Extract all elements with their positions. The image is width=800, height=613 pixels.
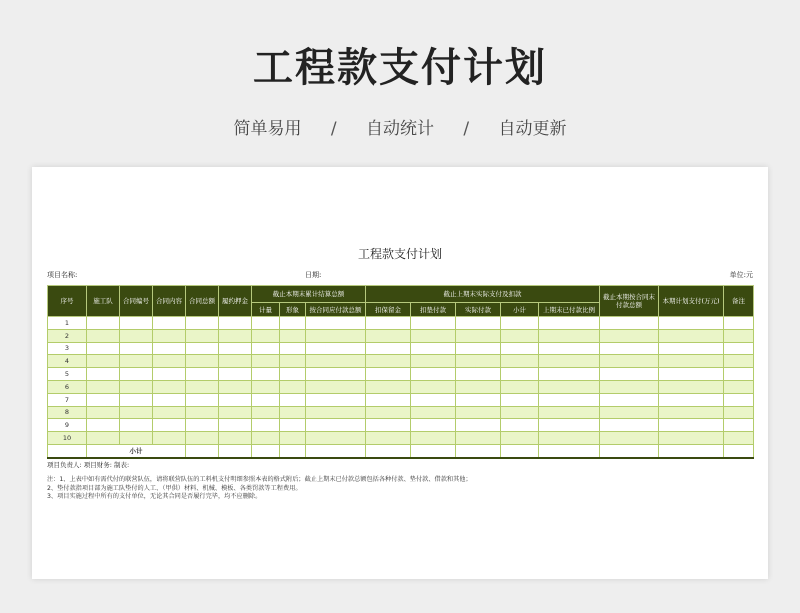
table-cell[interactable]: [411, 355, 456, 368]
table-cell[interactable]: [252, 342, 280, 355]
table-cell[interactable]: [659, 329, 724, 342]
table-cell[interactable]: [659, 317, 724, 330]
row-seq-cell: 4: [48, 355, 87, 368]
table-cell[interactable]: [456, 380, 501, 393]
table-cell[interactable]: [87, 342, 120, 355]
table-cell[interactable]: [600, 419, 659, 432]
subtotal-cell: [186, 444, 219, 457]
table-cell[interactable]: [366, 329, 411, 342]
table-cell[interactable]: [219, 380, 252, 393]
table-row: [48, 368, 754, 381]
table-cell[interactable]: [280, 406, 306, 419]
table-cell[interactable]: [724, 329, 754, 342]
table-cell[interactable]: [280, 419, 306, 432]
table-cell[interactable]: [186, 380, 219, 393]
header-remark: 备注: [724, 286, 754, 317]
table-cell[interactable]: [600, 432, 659, 445]
table-row: [48, 380, 754, 393]
table-cell[interactable]: [153, 406, 186, 419]
subtotal-cell: [366, 444, 411, 457]
header-subtotal: 小计: [501, 303, 539, 317]
header-contract-no: 合同编号: [120, 286, 153, 317]
table-cell[interactable]: [659, 393, 724, 406]
table-cell[interactable]: [366, 368, 411, 381]
table-cell[interactable]: [87, 406, 120, 419]
table-cell[interactable]: [120, 368, 153, 381]
table-cell[interactable]: [280, 368, 306, 381]
table-cell[interactable]: [280, 329, 306, 342]
table-cell[interactable]: [659, 342, 724, 355]
table-cell[interactable]: [456, 393, 501, 406]
table-row: [48, 432, 754, 445]
subtotal-cell: [659, 444, 724, 457]
table-cell[interactable]: [219, 317, 252, 330]
table-row: [48, 317, 754, 330]
subtotal-label: 小计: [87, 444, 186, 457]
notes-block: [47, 476, 472, 502]
table-cell[interactable]: [153, 329, 186, 342]
table-cell[interactable]: [411, 432, 456, 445]
table-cell[interactable]: [456, 342, 501, 355]
row-seq-cell: 9: [48, 419, 87, 432]
table-cell[interactable]: [659, 355, 724, 368]
table-cell[interactable]: [120, 355, 153, 368]
tag-auto-update: 自动更新: [498, 119, 567, 139]
table-cell[interactable]: [306, 355, 366, 368]
table-row: [48, 419, 754, 432]
row-seq-cell: 5: [48, 368, 87, 381]
table-cell[interactable]: [219, 393, 252, 406]
tag-separator: /: [330, 119, 337, 139]
table-cell[interactable]: [456, 355, 501, 368]
header-retention: 扣保留金: [366, 303, 411, 317]
row-seq-cell: 1: [48, 317, 87, 330]
table-cell[interactable]: [600, 393, 659, 406]
subtotal-cell: [306, 444, 366, 457]
table-cell[interactable]: [120, 393, 153, 406]
table-cell[interactable]: [724, 393, 754, 406]
document-title: 工程款支付计划: [357, 247, 442, 261]
table-cell[interactable]: [186, 432, 219, 445]
table-cell[interactable]: [539, 355, 600, 368]
table-cell[interactable]: [120, 406, 153, 419]
table-row: [48, 329, 754, 342]
table-cell[interactable]: [87, 393, 120, 406]
table-cell[interactable]: [366, 342, 411, 355]
table-cell[interactable]: [252, 393, 280, 406]
table-cell[interactable]: [252, 329, 280, 342]
payment-plan-table: [47, 285, 754, 459]
table-row: [48, 342, 754, 355]
table-cell[interactable]: [724, 380, 754, 393]
table-cell[interactable]: [366, 419, 411, 432]
table-cell[interactable]: [724, 419, 754, 432]
table-cell[interactable]: [252, 432, 280, 445]
subtotal-cell: [539, 444, 600, 457]
tag-auto-stats: 自动统计: [366, 119, 434, 139]
table-cell[interactable]: [87, 368, 120, 381]
table-cell[interactable]: [186, 329, 219, 342]
note-line: 注：1、上表中如有需代付的联营队伍，请将联营队伍的工料机支付明细参照本表的格式附后；截止上期末已付款总额包括各种付款、垫付款、借款和其他；: [47, 476, 472, 483]
table-cell[interactable]: [186, 355, 219, 368]
table-cell[interactable]: [306, 393, 366, 406]
table-cell[interactable]: [120, 317, 153, 330]
table-cell[interactable]: [411, 329, 456, 342]
table-cell[interactable]: [539, 406, 600, 419]
table-cell[interactable]: [501, 329, 539, 342]
row-seq-cell: 6: [48, 380, 87, 393]
table-cell[interactable]: [411, 342, 456, 355]
row-seq-cell: 10: [48, 432, 87, 445]
table-cell[interactable]: [306, 342, 366, 355]
table-cell[interactable]: [659, 432, 724, 445]
header-deposit: 履约押金: [219, 286, 252, 317]
subtotal-cell: [411, 444, 456, 457]
table-cell[interactable]: [120, 342, 153, 355]
table-cell[interactable]: [539, 380, 600, 393]
table-cell[interactable]: [366, 393, 411, 406]
header-group-settlement: 截止本期末累计结算总额: [252, 286, 366, 303]
table-cell[interactable]: [280, 355, 306, 368]
spreadsheet-preview: [32, 167, 768, 579]
header-should-pay-total: 截止本期按合同末付款总额: [600, 286, 659, 317]
table-cell[interactable]: [153, 355, 186, 368]
table-cell[interactable]: [411, 419, 456, 432]
header-contract-total: 合同总额: [186, 286, 219, 317]
header-image-progress: 形象: [280, 303, 306, 317]
page-hero-title: 工程款支付计划: [253, 45, 547, 91]
table-cell[interactable]: [153, 368, 186, 381]
row-seq-cell: 7: [48, 393, 87, 406]
table-cell[interactable]: [411, 380, 456, 393]
table-cell[interactable]: [280, 342, 306, 355]
table-cell[interactable]: [219, 329, 252, 342]
table-cell[interactable]: [539, 342, 600, 355]
table-cell[interactable]: [219, 406, 252, 419]
table-cell[interactable]: [219, 342, 252, 355]
table-cell[interactable]: [219, 368, 252, 381]
table-cell[interactable]: [600, 329, 659, 342]
table-cell[interactable]: [724, 342, 754, 355]
table-cell[interactable]: [411, 317, 456, 330]
table-cell[interactable]: [501, 342, 539, 355]
table-cell[interactable]: [501, 355, 539, 368]
row-seq-cell: 3: [48, 342, 87, 355]
header-plan-this-period: 本期计划支付(万元): [659, 286, 724, 317]
subtotal-row: [48, 444, 754, 457]
table-body: [48, 317, 754, 458]
header-group-paid: 截止上期末实际支付及扣款: [366, 286, 600, 303]
table-cell[interactable]: [411, 393, 456, 406]
subtotal-cell: [280, 444, 306, 457]
table-cell[interactable]: [600, 355, 659, 368]
header-measure: 计量: [252, 303, 280, 317]
table-cell[interactable]: [87, 419, 120, 432]
table-row: [48, 355, 754, 368]
table-cell[interactable]: [186, 406, 219, 419]
table-cell[interactable]: [252, 355, 280, 368]
subtotal-cell: [501, 444, 539, 457]
table-cell[interactable]: [366, 406, 411, 419]
table-cell[interactable]: [153, 342, 186, 355]
table-cell[interactable]: [280, 317, 306, 330]
table-cell[interactable]: [306, 380, 366, 393]
table-cell[interactable]: [456, 317, 501, 330]
subtotal-cell: [600, 444, 659, 457]
table-cell[interactable]: [306, 317, 366, 330]
table-cell[interactable]: [306, 329, 366, 342]
table-cell[interactable]: [501, 393, 539, 406]
table-cell[interactable]: [456, 432, 501, 445]
table-cell[interactable]: [539, 432, 600, 445]
table-cell[interactable]: [87, 380, 120, 393]
row-seq-cell: 2: [48, 329, 87, 342]
table-cell[interactable]: [306, 432, 366, 445]
feature-tagline: [0, 114, 800, 139]
table-cell[interactable]: [366, 432, 411, 445]
header-contract-content: 合同内容: [153, 286, 186, 317]
date-label: 日期:: [305, 271, 322, 279]
table-cell[interactable]: [366, 355, 411, 368]
table-cell[interactable]: [306, 419, 366, 432]
table-cell[interactable]: [411, 406, 456, 419]
header-advance-deduct: 扣垫付款: [411, 303, 456, 317]
table-cell[interactable]: [186, 393, 219, 406]
table-cell[interactable]: [539, 368, 600, 381]
table-cell[interactable]: [186, 368, 219, 381]
table-cell[interactable]: [456, 329, 501, 342]
table-cell[interactable]: [659, 380, 724, 393]
table-cell[interactable]: [600, 342, 659, 355]
table-cell[interactable]: [366, 380, 411, 393]
table-cell[interactable]: [501, 419, 539, 432]
table-cell[interactable]: [539, 393, 600, 406]
table-cell[interactable]: [539, 329, 600, 342]
subtotal-cell: [219, 444, 252, 457]
tag-easy: 简单易用: [233, 119, 302, 139]
table-cell[interactable]: [252, 406, 280, 419]
table-cell[interactable]: [501, 368, 539, 381]
header-seq: 序号: [48, 286, 87, 317]
table-cell[interactable]: [539, 419, 600, 432]
table-cell[interactable]: [120, 432, 153, 445]
header-unpaid-ratio: 上期末已付款比例: [539, 303, 600, 317]
signature-line: 项目负责人: 项目财务: 制表:: [47, 461, 130, 469]
table-cell[interactable]: [306, 368, 366, 381]
subtotal-cell: [456, 444, 501, 457]
table-cell[interactable]: [186, 342, 219, 355]
table-row: [48, 393, 754, 406]
table-cell[interactable]: [280, 380, 306, 393]
note-line: 2、垫付款指项目部为施工队垫付的人工、（甲供）材料、机械、模板、各类罚款等工程费用。: [47, 484, 302, 492]
table-cell[interactable]: [87, 432, 120, 445]
table-cell[interactable]: [724, 317, 754, 330]
table-cell[interactable]: [501, 317, 539, 330]
table-cell[interactable]: [600, 380, 659, 393]
tag-separator: /: [463, 119, 470, 139]
table-cell[interactable]: [456, 368, 501, 381]
table-cell[interactable]: [724, 368, 754, 381]
table-cell[interactable]: [600, 368, 659, 381]
project-name-label: 项目名称:: [47, 271, 78, 279]
table-cell[interactable]: [87, 317, 120, 330]
table-cell[interactable]: [366, 317, 411, 330]
table-cell[interactable]: [280, 393, 306, 406]
note-line: 3、项目实施过程中所有的支付单位，无论其合同是否履行完毕，均不应删除。: [47, 493, 262, 500]
table-cell[interactable]: [600, 406, 659, 419]
table-cell[interactable]: [724, 432, 754, 445]
table-cell[interactable]: [219, 419, 252, 432]
table-cell[interactable]: [153, 393, 186, 406]
table-cell[interactable]: [219, 432, 252, 445]
subtotal-cell: [48, 444, 87, 457]
table-cell[interactable]: [539, 317, 600, 330]
table-cell[interactable]: [280, 432, 306, 445]
table-cell[interactable]: [724, 355, 754, 368]
table-cell[interactable]: [153, 432, 186, 445]
table-cell[interactable]: [659, 368, 724, 381]
table-cell[interactable]: [411, 368, 456, 381]
table-cell[interactable]: [120, 419, 153, 432]
table-row: [48, 406, 754, 419]
header-team: 施工队: [87, 286, 120, 317]
unit-label: 单位:元: [729, 271, 753, 279]
table-cell[interactable]: [153, 419, 186, 432]
table-cell[interactable]: [501, 406, 539, 419]
header-contract-due: 按合同应付款总额: [306, 303, 366, 317]
table-cell[interactable]: [252, 317, 280, 330]
table-cell[interactable]: [659, 419, 724, 432]
table-cell[interactable]: [252, 419, 280, 432]
table-cell[interactable]: [306, 406, 366, 419]
table-cell[interactable]: [87, 329, 120, 342]
row-seq-cell: 8: [48, 406, 87, 419]
subtotal-cell: [252, 444, 280, 457]
table-cell[interactable]: [600, 317, 659, 330]
table-cell[interactable]: [456, 406, 501, 419]
table-cell[interactable]: [153, 317, 186, 330]
table-cell[interactable]: [252, 368, 280, 381]
table-cell[interactable]: [153, 380, 186, 393]
table-cell[interactable]: [120, 380, 153, 393]
table-cell[interactable]: [186, 317, 219, 330]
table-cell[interactable]: [87, 355, 120, 368]
subtotal-cell: [724, 444, 754, 457]
table-cell[interactable]: [186, 419, 219, 432]
table-cell[interactable]: [659, 406, 724, 419]
table-cell[interactable]: [252, 380, 280, 393]
table-cell[interactable]: [219, 355, 252, 368]
table-cell[interactable]: [501, 432, 539, 445]
table-cell[interactable]: [120, 329, 153, 342]
table-cell[interactable]: [501, 380, 539, 393]
table-cell[interactable]: [456, 419, 501, 432]
table-cell[interactable]: [724, 406, 754, 419]
header-actual-paid: 实际付款: [456, 303, 501, 317]
